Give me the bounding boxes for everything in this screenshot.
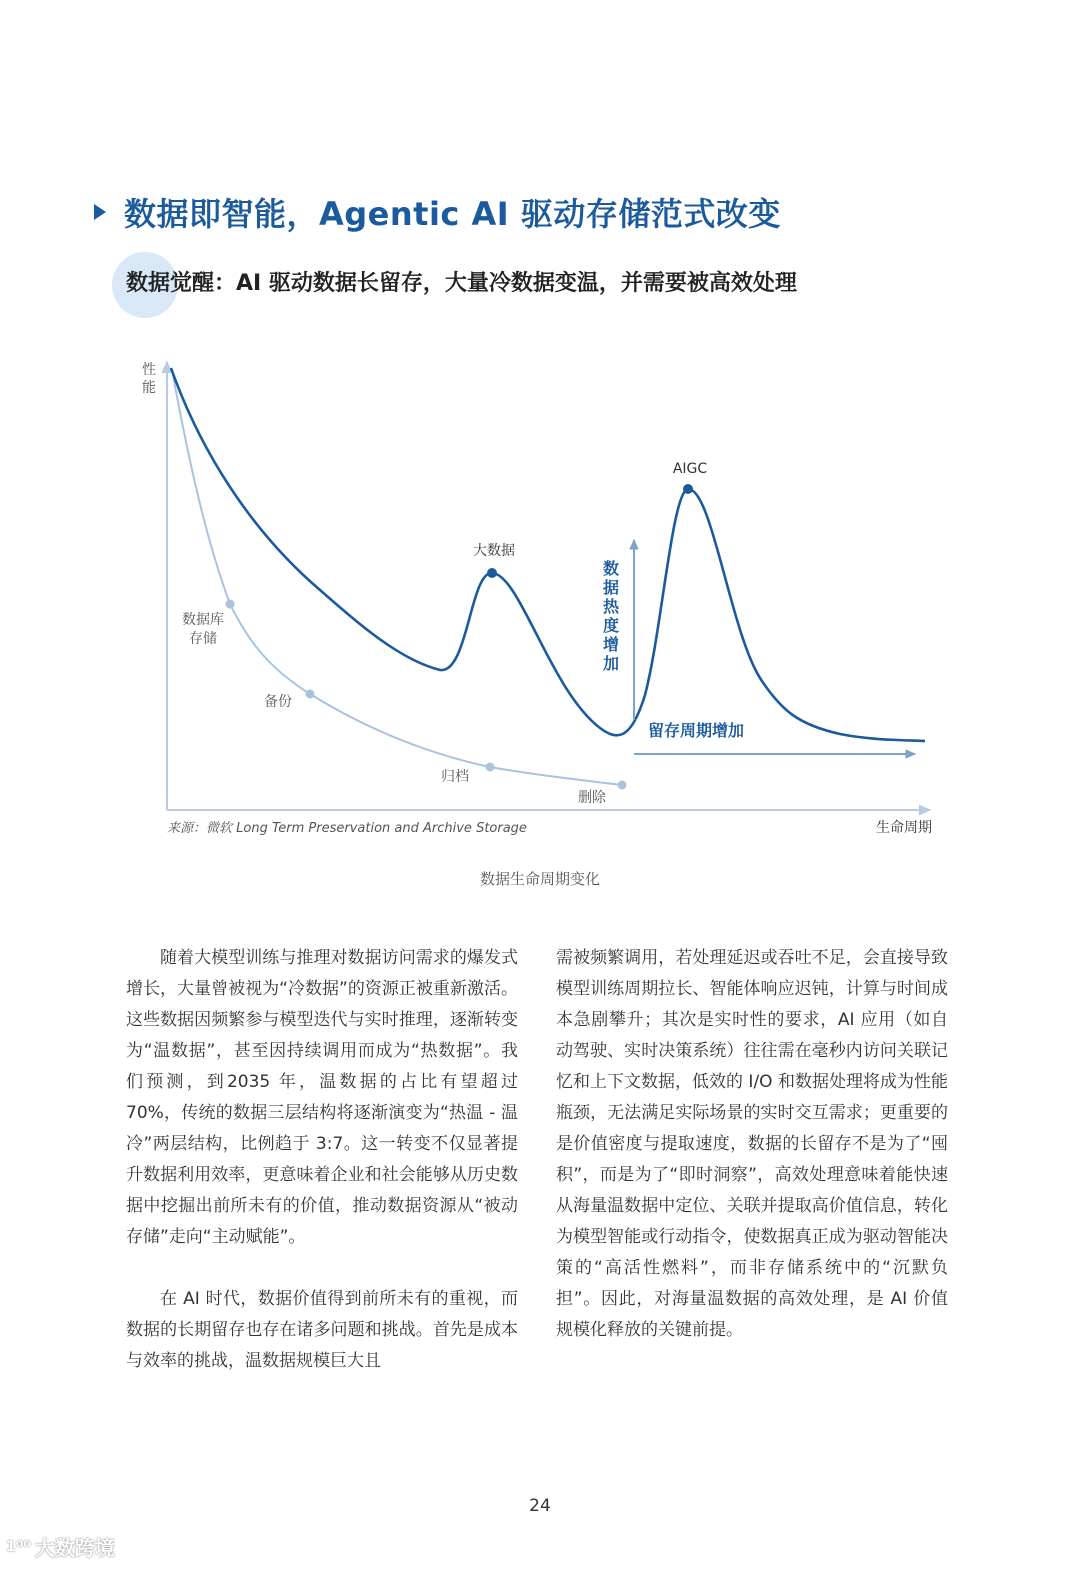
aigc-label: AIGC [672,461,708,477]
archive-label: 归档 [441,769,469,785]
retention-increase-label: 留存周期增加 [648,721,745,740]
figure-source: 来源：微软 Long Term Preservation and Archive Storage [167,821,527,836]
bigdata-label: 大数据 [473,543,515,559]
data-heat-curve [171,368,925,741]
watermark-logo-icon: 1ᴼᴼ [6,1538,31,1555]
triangle-bullet-icon [94,204,106,220]
body-left-column [126,943,518,1377]
backup-label: 备份 [264,694,292,710]
watermark [6,1532,115,1561]
section-heading [94,188,781,236]
svg-text:度: 度 [602,616,620,635]
body-paragraph: 需被频繁调用，若处理延迟或吞吐不足，会直接导致模型训练周期拉长、智能体响应迟钝，计算与时间成本急剧攀升；其次是实时性的要求，AI 应用（如自动驾驶、实时决策系统）往往需在毫秒内访问关联记忆和上下文数据，低效的 I/O 和数据处理将成为性能瓶颈，无法满足实际场景的实时交互需求；更重要的是价值密度与提取速度，数据的长留存不是为了“囤积”，而是为了“即时洞察”，高效处理意味着能快速从海量温数据中定位、关联并提取高价值信息，转化为模型智能或行动指令，使数据真正成为驱动智能决策的“高活性燃料”，而非存储系统中的“沉默负担”。因此，对海量温数据的高效处理，是 AI 价值规模化释放的关键前提。 [556,948,948,1340]
body-paragraph: 随着大模型训练与推理对数据访问需求的爆发式增长，大量曾被视为“冷数据”的资源正被重新激活。这些数据因频繁参与模型迭代与实时推理，逐渐转变为“温数据”，甚至因持续调用而成为“热数据”。我们预测，到2035 年，温数据的占比有望超过 70%，传统的数据三层结构将逐渐演变为“热温 - 温冷”两层结构，比例趋于 3:7。这一转变不仅显著提升数据利用效率，更意味着企业和社会能够从历史数据中挖掘出前所未有的价值，推动数据资源从“被动存储”走向“主动赋能”。 [126,948,518,1247]
y-axis-label-char: 性 [142,362,156,378]
svg-text:增: 增 [602,635,620,654]
archive-point [486,763,495,772]
body-paragraph: 在 AI 时代，数据价值得到前所未有的重视，而数据的长期留存也存在诸多问题和挑战。首先是成本与效率的挑战，温数据规模巨大且 [126,1289,518,1371]
svg-text:据: 据 [602,578,620,597]
y-axis-label-char: 能 [142,380,156,396]
bigdata-peak-point [487,568,497,578]
delete-point [618,781,627,790]
svg-text:加: 加 [602,654,620,673]
subtitle: 数据觉醒：AI 驱动数据长留存，大量冷数据变温，并需要被高效处理 [126,271,797,296]
page-number: 24 [529,1496,551,1516]
aigc-peak-point [683,484,693,494]
svg-text:数: 数 [602,559,620,578]
paragraph-gap [126,1253,518,1284]
database-storage-label: 数据库 [182,612,224,628]
backup-point [306,690,315,699]
watermark-text: 大数跨境 [34,1536,115,1560]
storage-tier-curve [172,370,622,785]
body-right-column [556,943,948,1346]
figure-caption: 数据生命周期变化 [479,870,600,888]
heat-increase-label [602,559,620,673]
database-storage-point [226,600,235,609]
data-lifecycle-figure [0,340,1080,860]
database-storage-label: 存储 [189,631,217,647]
delete-label: 删除 [578,790,606,806]
svg-text:热: 热 [602,597,620,616]
section-title: 数据即智能，Agentic AI 驱动存储范式改变 [124,195,781,233]
x-axis-label: 生命周期 [876,820,932,836]
